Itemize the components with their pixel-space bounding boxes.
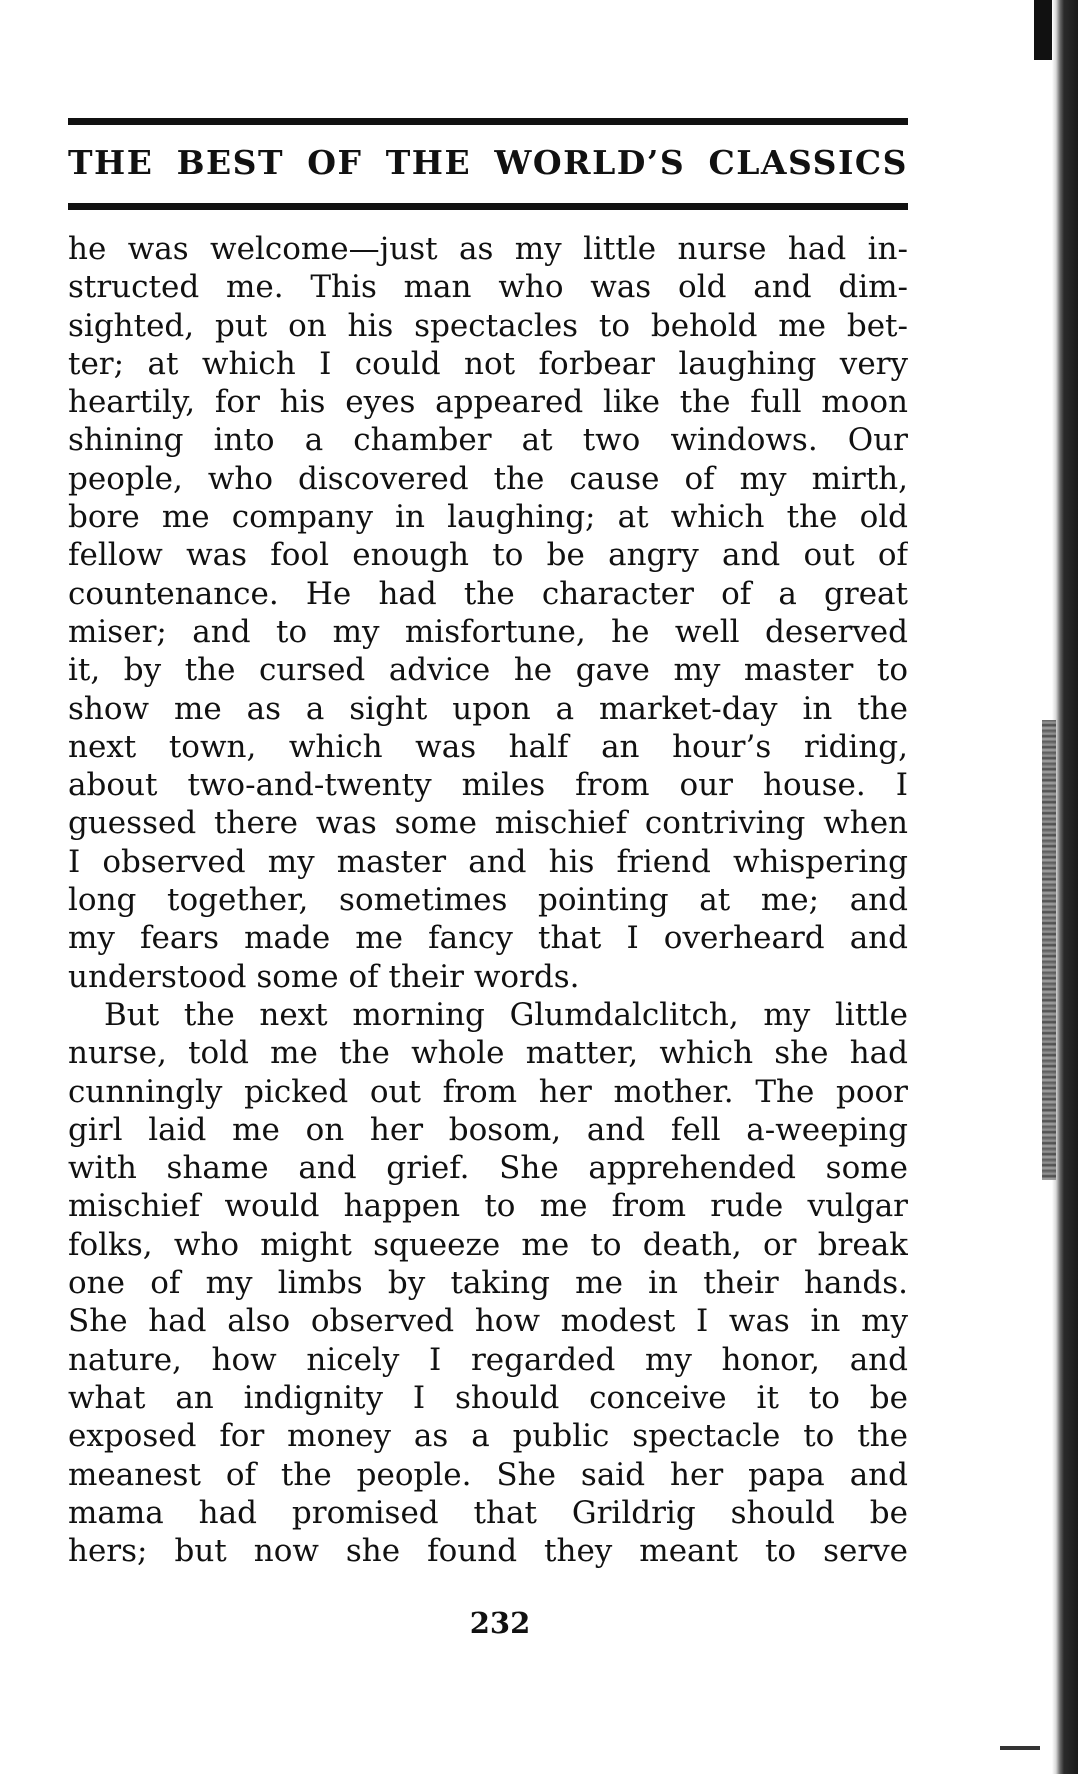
- text-line: nurse, told me the whole matter, which she had: [68, 1035, 908, 1072]
- text-line: shining into a chamber at two windows. Our: [68, 422, 908, 459]
- text-line: about two-and-twenty miles from our house. I: [68, 767, 908, 804]
- text-line: folks, who might squeeze me to death, or break: [68, 1226, 908, 1263]
- text-line: long together, sometimes pointing at me; and: [68, 882, 908, 919]
- page-number: 232: [469, 1606, 531, 1640]
- binding-notch: [1034, 0, 1052, 60]
- running-head: THE BEST OF THE WORLD’S CLASSICS: [68, 143, 908, 182]
- text-line: one of my limbs by taking me in their hands.: [68, 1265, 908, 1302]
- text-line: next town, which was half an hour’s riding,: [68, 728, 908, 765]
- text-line: nature, how nicely I regarded my honor, and: [68, 1341, 908, 1378]
- text-line: ter; at which I could not forbear laughing very: [68, 345, 908, 382]
- text-line: hers; but now she found they meant to serve: [68, 1533, 908, 1570]
- text-line: he was welcome—just as my little nurse had in-: [68, 231, 908, 267]
- text-line: with shame and grief. She apprehended some: [68, 1150, 908, 1187]
- text-line: guessed there was some mischief contriving when: [68, 805, 908, 842]
- text-line: my fears made me fancy that I overheard and: [68, 920, 908, 957]
- text-line: it, by the cursed advice he gave my master to: [68, 652, 908, 689]
- page-edge-texture: [1042, 720, 1056, 1180]
- text-line: understood some of their words.: [68, 958, 580, 995]
- text-line: what an indignity I should conceive it to be: [68, 1379, 908, 1416]
- text-line: But the next morning Glumdalclitch, my little: [104, 996, 908, 1033]
- text-line: sighted, put on his spectacles to behold me bet-: [68, 307, 908, 344]
- text-line: fellow was fool enough to be angry and out of: [68, 537, 908, 574]
- text-line: countenance. He had the character of a great: [68, 575, 908, 612]
- text-line: people, who discovered the cause of my mirth,: [68, 460, 908, 497]
- text-line: mama had promised that Grildrig should be: [68, 1494, 908, 1531]
- text-line: bore me company in laughing; at which the old: [68, 499, 908, 536]
- text-line: miser; and to my misfortune, he well deserved: [68, 613, 908, 650]
- text-line: meanest of the people. She said her papa and: [68, 1456, 908, 1493]
- text-line: structed me. This man who was old and dim-: [68, 269, 908, 306]
- body-text: [68, 230, 908, 1570]
- text-line: exposed for money as a public spectacle to the: [68, 1418, 908, 1455]
- text-line: show me as a sight upon a market-day in the: [68, 690, 908, 727]
- header-rule-bottom: [68, 203, 908, 210]
- text-line: heartily, for his eyes appeared like the full moon: [68, 384, 908, 421]
- text-line: She had also observed how modest I was in my: [68, 1303, 908, 1340]
- binding-foot-mark: [1000, 1746, 1040, 1750]
- text-line: I observed my master and his friend whispering: [68, 843, 908, 880]
- header-rule-top: [68, 118, 908, 125]
- text-line: cunningly picked out from her mother. The poor: [68, 1073, 908, 1110]
- text-line: mischief would happen to me from rude vulgar: [68, 1188, 908, 1225]
- text-line: girl laid me on her bosom, and fell a-weeping: [68, 1111, 908, 1148]
